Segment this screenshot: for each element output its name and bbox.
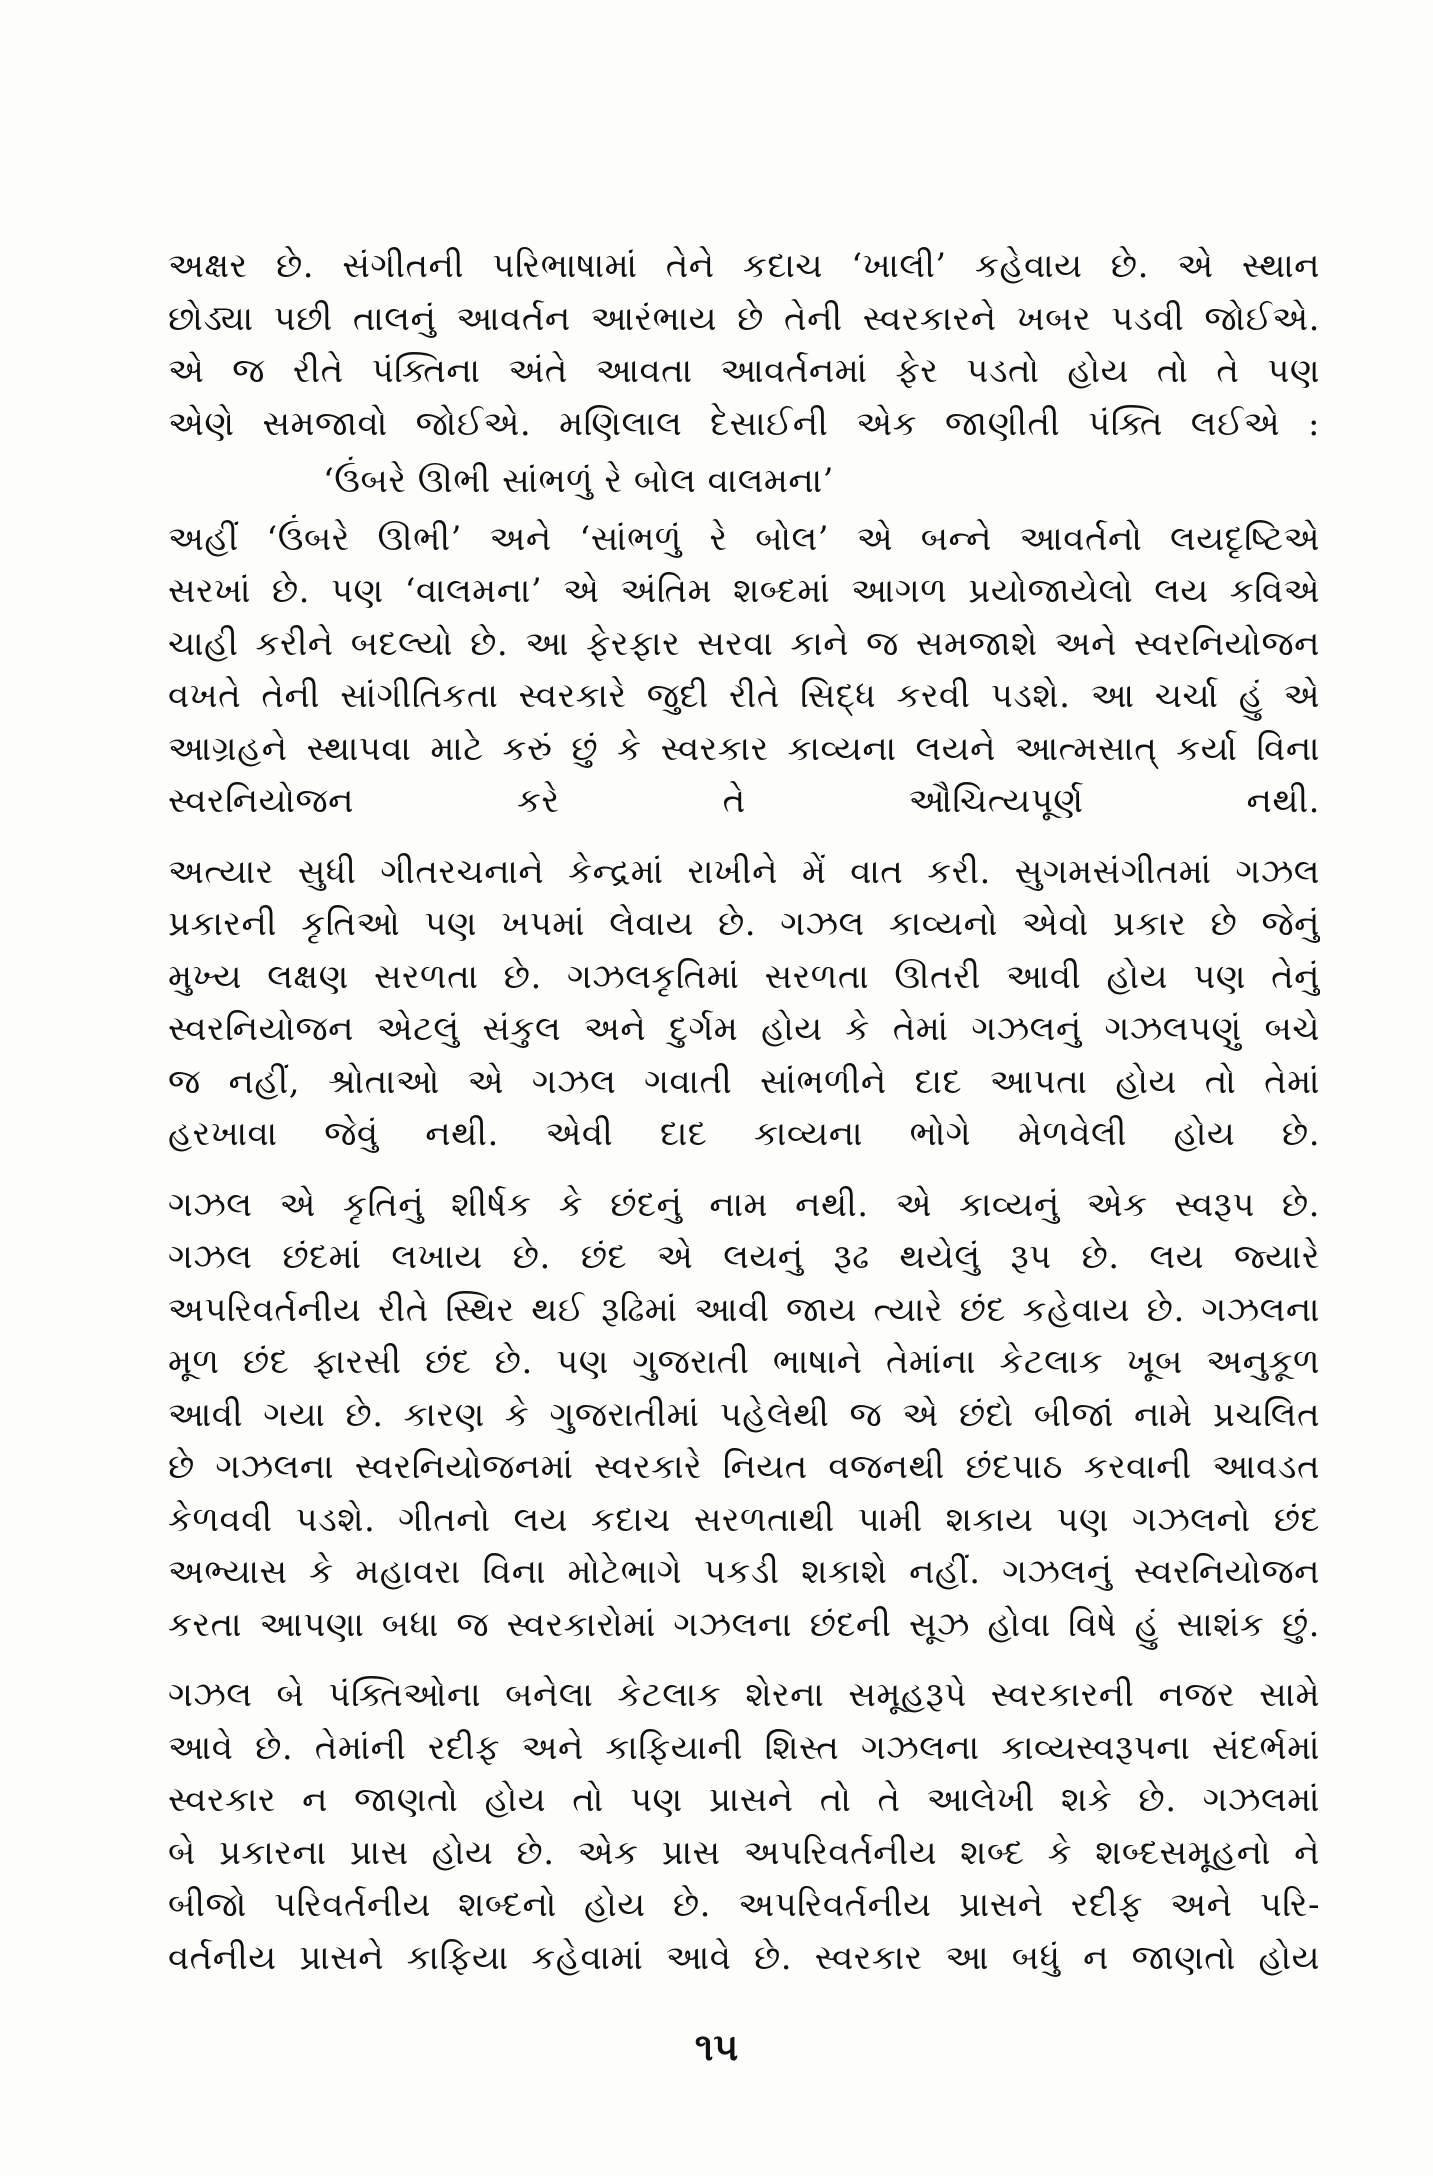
- text-line: સ્વરનિયોજન કરે તે ઔચિત્યપૂર્ણ નથી.: [168, 781, 1320, 821]
- body-text: [168, 240, 1320, 1984]
- paragraph-1: [168, 240, 1320, 450]
- text-line: આવી ગયા છે. કારણ કે ગુજરાતીમાં પહેલેથી જ એ છંદો બીજાં નામે પ્રચલિત: [168, 1394, 1320, 1435]
- text-line: ગઝલ છંદમાં લખાય છે. છંદ એ લયનું રૂઢ થયેલું રૂપ છે. લય જ્યારે: [168, 1237, 1320, 1277]
- text-line: મૂળ છંદ ફારસી છંદ છે. પણ ગુજરાતી ભાષાને તેમાંના કેટલાક ખૂબ અનુકૂળ: [168, 1342, 1320, 1382]
- text-line: સરખાં છે. પણ ‘વાલમના’ એ અંતિમ શબ્દમાં આગળ પ્રયોજાયેલો લય કવિએ: [168, 571, 1320, 611]
- text-line: પ્રકારની કૃતિઓ પણ ખપમાં લેવાય છે. ગઝલ કાવ્યનો એવો પ્રકાર છે જેનું: [168, 904, 1320, 944]
- verse-line: ‘ઉંબરે ઊભી સાંભળું રે બોલ વાલમના’: [323, 461, 834, 501]
- text-line: જ નહીં, શ્રોતાઓ એ ગઝલ ગવાતી સાંભળીને દાદ આપતા હોય તો તેમાં: [168, 1061, 1320, 1102]
- text-line: અપરિવર્તનીય રીતે સ્થિર થઈ રૂઢિમાં આવી જાય ત્યારે છંદ કહેવાય છે. ગઝલના: [168, 1289, 1320, 1330]
- quoted-verse: [168, 455, 1320, 508]
- text-line: મુખ્ય લક્ષણ સરળતા છે. ગઝલકૃતિમાં સરળતા ઊતરી આવી હોય પણ તેનું: [168, 956, 1320, 997]
- paragraph-4: [168, 1179, 1320, 1652]
- paragraph-3: [168, 846, 1320, 1161]
- text-line: આવે છે. તેમાંની રદીફ અને કાફિયાની શિસ્ત ગઝલના કાવ્યસ્વરૂપના સંદર્ભમાં: [168, 1727, 1320, 1768]
- text-line: ગઝલ બે પંક્તિઓના બનેલા કેટલાક શેરના સમૂહરૂપે સ્વરકારની નજર સામે: [168, 1675, 1320, 1715]
- text-line: કેળવવી પડશે. ગીતનો લય કદાચ સરળતાથી પામી શકાય પણ ગઝલનો છંદ: [168, 1499, 1320, 1540]
- text-line: છોડ્યા પછી તાલનું આવર્તન આરંભાય છે તેની સ્વરકારને ખબર પડવી જોઈએ.: [168, 298, 1320, 339]
- paragraph-5: [168, 1669, 1320, 1984]
- text-line: એણે સમજાવો જોઈએ. મણિલાલ દેસાઈની એક જાણીતી પંક્તિ લઈએ :: [168, 403, 1320, 444]
- text-line: અભ્યાસ કે મહાવરા વિના મોટેભાગે પકડી શકાશે નહીં. ગઝલનું સ્વરનિયોજન: [168, 1552, 1320, 1592]
- page-number: ૧૫: [694, 2024, 739, 2069]
- text-line: વર્તનીય પ્રાસને કાફિયા કહેવામાં આવે છે. સ્વરકાર આ બધું ન જાણતો હોય: [168, 1937, 1320, 1978]
- text-line: અક્ષર છે. સંગીતની પરિભાષામાં તેને કદાચ ‘ખાલી’ કહેવાય છે. એ સ્થાન: [168, 246, 1320, 286]
- text-line: હરખાવા જેવું નથી. એવી દાદ કાવ્યના ભોગે મેળવેલી હોય છે.: [168, 1114, 1320, 1154]
- text-line: વખતે તેની સાંગીતિકતા સ્વરકારે જુદી રીતે સિદ્ધ કરવી પડશે. આ ચર્ચા હું એ: [168, 676, 1320, 716]
- text-line: બીજો પરિવર્તનીય શબ્દનો હોય છે. અપરિવર્તનીય પ્રાસને રદીફ અને પરિ-: [168, 1885, 1320, 1925]
- text-line: આગ્રહને સ્થાપવા માટે કરું છું કે સ્વરકાર કાવ્યના લયને આત્મસાત્ કર્યા વિના: [168, 728, 1320, 769]
- text-line: અત્યાર સુધી ગીતરચનાને કેન્દ્રમાં રાખીને મેં વાત કરી. સુગમસંગીતમાં ગઝલ: [168, 851, 1320, 892]
- paragraph-2: [168, 513, 1320, 828]
- text-line: કરતા આપણા બધા જ સ્વરકારોમાં ગઝલના છંદની સૂઝ હોવા વિષે હું સાશંક છું.: [168, 1604, 1320, 1645]
- text-line: ચાહી કરીને બદલ્યો છે. આ ફેરફાર સરવા કાને જ સમજાશે અને સ્વરનિયોજન: [168, 623, 1320, 664]
- text-line: ગઝલ એ કૃતિનું શીર્ષક કે છંદનું નામ નથી. એ કાવ્યનું એક સ્વરૂપ છે.: [168, 1184, 1320, 1225]
- text-line: સ્વરકાર ન જાણતો હોય તો પણ પ્રાસને તો તે આલેખી શકે છે. ગઝલમાં: [168, 1780, 1320, 1820]
- text-line: બે પ્રકારના પ્રાસ હોય છે. એક પ્રાસ અપરિવર્તનીય શબ્દ કે શબ્દસમૂહનો ને: [168, 1832, 1320, 1873]
- text-line: અહીં ‘ઉંબરે ઊભી’ અને ‘સાંભળું રે બોલ’ એ બન્ને આવર્તનો લયદૃષ્ટિએ: [168, 518, 1320, 559]
- text-line: એ જ રીતે પંક્તિના અંતે આવતા આવર્તનમાં ફેર પડતો હોય તો તે પણ: [168, 351, 1320, 391]
- text-line: છે ગઝલના સ્વરનિયોજનમાં સ્વરકારે નિયત વજનથી છંદપાઠ કરવાની આવડત: [168, 1447, 1320, 1487]
- text-line: સ્વરનિયોજન એટલું સંકુલ અને દુર્ગમ હોય કે તેમાં ગઝલનું ગઝલપણું બચે: [168, 1009, 1320, 1049]
